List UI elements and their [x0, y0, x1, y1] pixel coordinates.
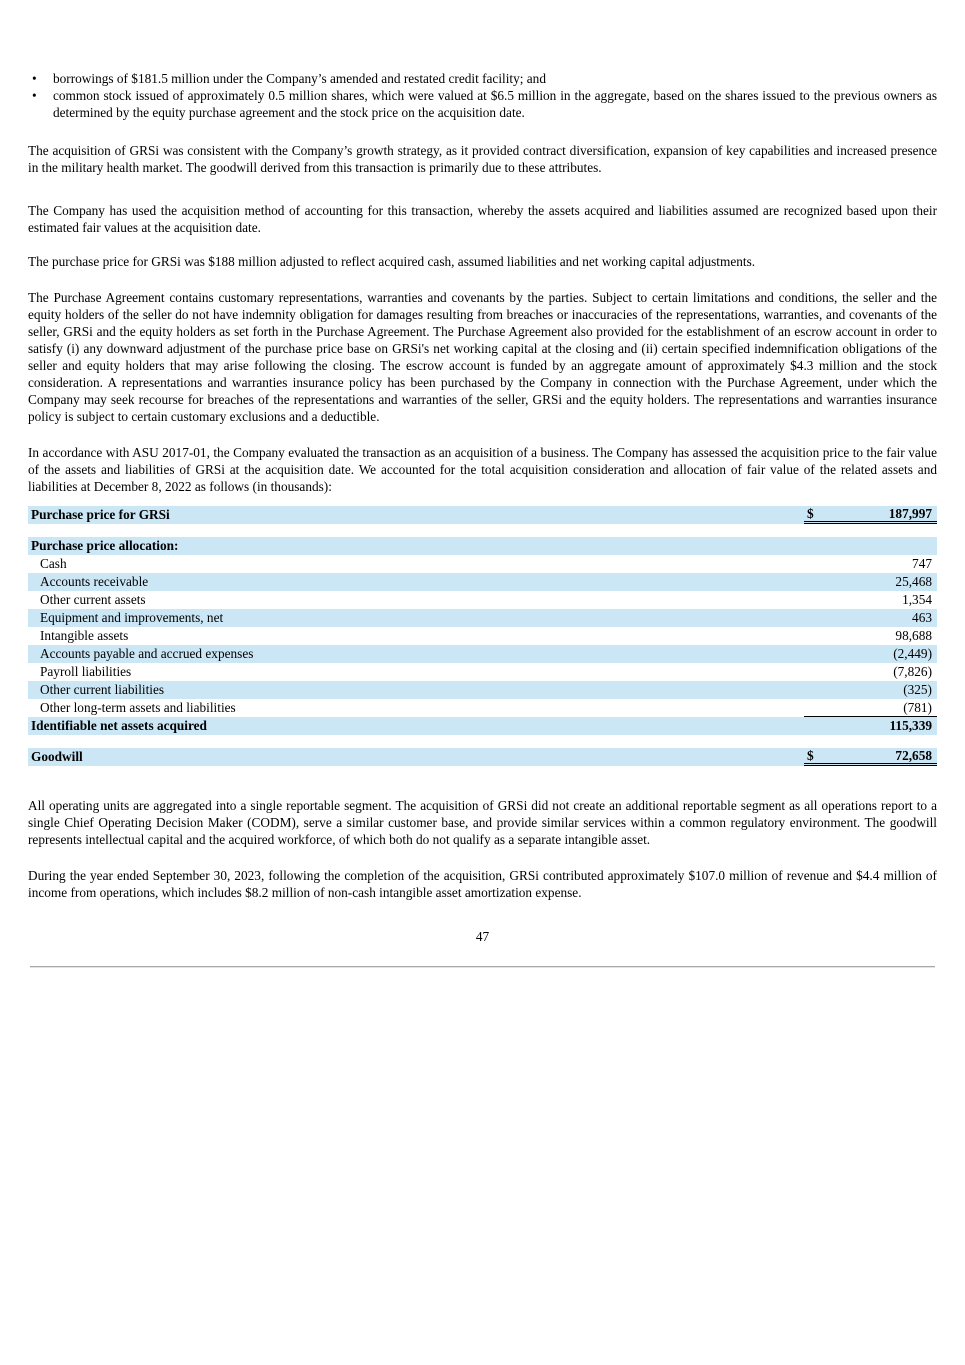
row-amount: (7,826)	[893, 664, 932, 679]
bullet-icon: •	[32, 88, 37, 103]
row-label: Equipment and improvements, net	[40, 610, 224, 625]
bullet-icon: •	[32, 71, 37, 86]
table-row	[28, 681, 937, 699]
row-amount: 25,468	[895, 574, 932, 589]
row-amount-group	[804, 537, 937, 555]
table-row	[28, 609, 937, 627]
table-row	[28, 555, 937, 573]
row-label: Cash	[40, 556, 67, 571]
row-amount-group	[804, 681, 937, 699]
row-amount-group	[804, 748, 937, 766]
row-amount: 115,339	[889, 718, 932, 733]
row-amount: (2,449)	[893, 646, 932, 661]
row-amount-group	[804, 591, 937, 609]
table-row	[28, 699, 937, 717]
row-label: Identifiable net assets acquired	[31, 718, 207, 733]
table-row	[28, 591, 937, 609]
bullet-item	[28, 87, 937, 121]
bullet-item	[28, 70, 937, 87]
row-amount-group	[804, 627, 937, 645]
table-spacer	[28, 524, 937, 537]
table-row-identifiable-total	[28, 717, 937, 735]
footer-divider	[30, 966, 935, 968]
row-label: Goodwill	[31, 749, 83, 764]
row-label: Other current liabilities	[40, 682, 165, 697]
table-row	[28, 627, 937, 645]
row-amount: 1,354	[902, 592, 932, 607]
row-amount-group	[804, 609, 937, 627]
row-label: Intangible assets	[40, 628, 129, 643]
paragraph-reportable-segment: All operating units are aggregated into a single reportable segment. The acquisition of GRSi did not create an additional reportable segment as all operations report to a single Chief Operating Decision Maker (CODM), serve a similar customer base, and provide similar services within a common regulatory environment. The goodwill represents intellectual capital and the acquired workforce, of which both do not qualify as a separate intangible asset.	[28, 798, 937, 847]
row-label: Accounts receivable	[40, 574, 149, 589]
row-amount: 98,688	[895, 628, 932, 643]
row-amount: 747	[912, 556, 932, 571]
paragraph-acquisition-strategy: The acquisition of GRSi was consistent with the Company’s growth strategy, as it provided contract diversification, expansion of key capabilities and increased presence in the military health market. The goodwill derived from this transaction is primarily due to these attributes.	[28, 143, 937, 175]
table-row	[28, 663, 937, 681]
row-amount-group	[804, 645, 937, 663]
currency-symbol: $	[807, 747, 814, 763]
row-label: Purchase price for GRSi	[31, 507, 170, 522]
row-amount-group	[804, 573, 937, 591]
row-label: Payroll liabilities	[40, 664, 132, 679]
row-amount-group	[804, 699, 937, 717]
bullet-text: common stock issued of approximately 0.5 million shares, which were valued at $6.5 million in the aggregate, based on the shares issued to the previous owners as determined by the equity purchase agreement and the stock price on the acquisition date.	[53, 88, 937, 120]
bullet-text: borrowings of $181.5 million under the Company’s amended and restated credit facility; and	[53, 71, 546, 86]
page-number: 47	[475, 929, 490, 944]
row-amount-group	[804, 663, 937, 681]
row-amount-group	[804, 555, 937, 573]
row-amount: 463	[912, 610, 932, 625]
row-label: Accounts payable and accrued expenses	[40, 646, 254, 661]
table-row-purchase-price	[28, 506, 937, 524]
table-row	[28, 645, 937, 663]
bullet-list	[28, 70, 937, 121]
row-amount-group	[804, 506, 937, 524]
row-amount: 187,997	[888, 505, 932, 521]
table-row-allocation-heading	[28, 537, 937, 555]
row-amount: (325)	[903, 682, 932, 697]
row-amount-group	[804, 717, 937, 735]
table-row-goodwill	[28, 748, 937, 766]
paragraph-purchase-price: The purchase price for GRSi was $188 million adjusted to reflect acquired cash, assumed liabilities and net working capital adjustments.	[28, 254, 756, 269]
purchase-price-allocation-table	[28, 506, 937, 766]
row-label: Other long-term assets and liabilities	[40, 700, 236, 715]
paragraph-asu-2017-01: In accordance with ASU 2017-01, the Company evaluated the transaction as an acquisition of a business. The Company has assessed the acquisition price to the fair value of the assets and liabilities of GRSi at the acquisition date. We accounted for the total acquisition consideration and allocation of fair value of the related assets and liabilities at December 8, 2022 as follows (in thousands):	[28, 445, 937, 494]
row-label: Purchase price allocation:	[31, 538, 179, 553]
row-amount: (781)	[903, 699, 932, 715]
table-spacer	[28, 735, 937, 748]
paragraph-grsi-contribution: During the year ended September 30, 2023, following the completion of the acquisition, GRSi contributed approximately $107.0 million of revenue and $4.4 million of income from operations, which includes $8.2 million of non-cash intangible asset amortization expense.	[28, 868, 937, 900]
row-amount: 72,658	[895, 747, 932, 763]
paragraph-accounting-method: The Company has used the acquisition method of accounting for this transaction, whereby the assets acquired and liabilities assumed are recognized based upon their estimated fair values at the acquisition date.	[28, 203, 937, 235]
table-row	[28, 573, 937, 591]
currency-symbol: $	[807, 505, 814, 521]
row-label: Other current assets	[40, 592, 146, 607]
paragraph-purchase-agreement: The Purchase Agreement contains customary representations, warranties and covenants by the parties. Subject to certain limitations and conditions, the seller and the equity holders of the seller do not have indemnity obligation for damages resulting from breaches or inaccuracies of the representations, warranties, and covenants of the seller, GRSi and the equity holders as set forth in the Purchase Agreement. The Purchase Agreement also provided for the establishment of an escrow account in order to satisfy (i) any downward adjustment of the purchase price base on GRSi's net working capital at the closing and (ii) certain specified indemnification obligations of the seller and equity holders that may arise following the closing. The escrow account is funded by an aggregate amount of approximately $4.3 million and the stock consideration. A representations and warranties insurance policy has been purchased by the Company in connection with the Purchase Agreement, under which the Company may seek recourse for breaches of the representations and warranties of the seller, GRSi and the equity holders. The representations and warranties insurance policy is subject to certain customary exclusions and a deductible.	[28, 290, 937, 424]
